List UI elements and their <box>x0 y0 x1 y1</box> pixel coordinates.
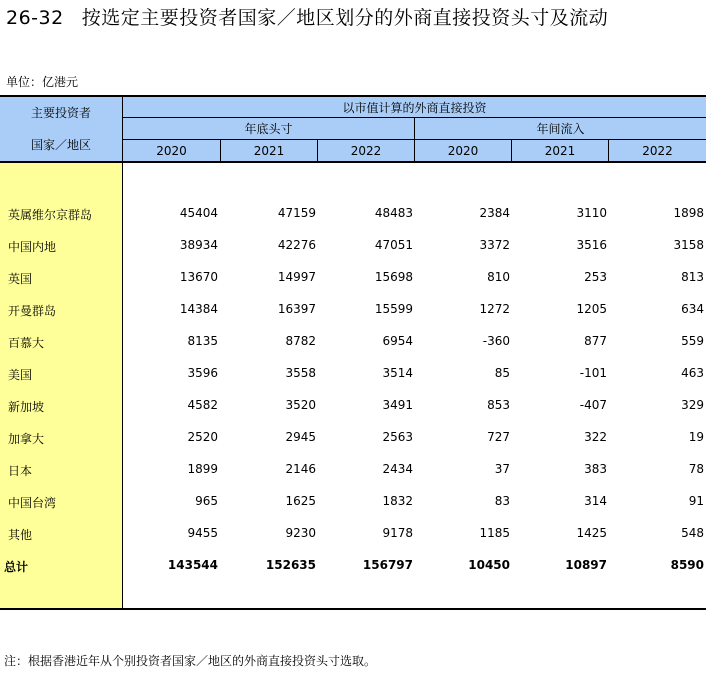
row-label: 美国 <box>8 368 33 382</box>
row-label: 其他 <box>8 528 33 542</box>
total-cell: 8590 <box>670 558 704 572</box>
sub-header-position: 年底头寸 <box>123 118 415 140</box>
cell: 383 <box>584 462 607 476</box>
cell: 253 <box>584 270 607 284</box>
cell: 2945 <box>285 430 316 444</box>
cell: 877 <box>584 334 607 348</box>
cell: 559 <box>681 334 704 348</box>
cell: 3596 <box>187 366 218 380</box>
cell: 314 <box>584 494 607 508</box>
total-cell: 143544 <box>167 558 218 572</box>
table-bottom-rule <box>0 608 706 610</box>
row-label: 英属维尔京群岛 <box>8 208 93 222</box>
cell: 2563 <box>382 430 413 444</box>
sub-header-flow: 年间流入 <box>415 118 706 140</box>
page-title <box>6 4 608 32</box>
cell: 1625 <box>285 494 316 508</box>
cell: 853 <box>487 398 510 412</box>
cell: 3491 <box>382 398 413 412</box>
row-label: 中国内地 <box>8 240 57 254</box>
cell: 38934 <box>179 238 218 252</box>
cell: 3516 <box>576 238 607 252</box>
row-header-top: 主要投资者 <box>0 97 123 127</box>
group-header: 以市值计算的外商直接投资 <box>123 97 706 118</box>
cell: 2520 <box>187 430 218 444</box>
cell: 14384 <box>179 302 218 316</box>
unit-label: 单位：亿港元 <box>6 75 79 89</box>
cell: 9230 <box>285 526 316 540</box>
cell: 1425 <box>576 526 607 540</box>
cell: -360 <box>482 334 510 348</box>
cell: 548 <box>681 526 704 540</box>
cell: 91 <box>688 494 704 508</box>
cell: 3110 <box>576 206 607 220</box>
year-header: 2021 <box>221 140 318 161</box>
cell: 810 <box>487 270 510 284</box>
cell: 1185 <box>479 526 510 540</box>
cell: 4582 <box>187 398 218 412</box>
table-row <box>0 522 706 546</box>
table-number: 26-32 <box>6 7 64 29</box>
total-row <box>0 554 706 578</box>
cell: 727 <box>487 430 510 444</box>
total-cell: 152635 <box>265 558 316 572</box>
cell: 2434 <box>382 462 413 476</box>
cell: 47159 <box>277 206 316 220</box>
table-title: 按选定主要投资者国家／地区划分的外商直接投资头寸及流动 <box>81 7 609 29</box>
cell: 634 <box>681 302 704 316</box>
cell: 3558 <box>285 366 316 380</box>
total-label: 总计 <box>4 560 29 574</box>
year-header: 2022 <box>609 140 706 161</box>
year-header: 2020 <box>415 140 512 161</box>
cell: 1272 <box>479 302 510 316</box>
data-table <box>0 95 706 610</box>
row-header-bottom: 国家／地区 <box>0 127 123 161</box>
row-label: 开曼群岛 <box>8 304 57 318</box>
cell: 16397 <box>277 302 316 316</box>
table-row <box>0 426 706 450</box>
row-label: 英国 <box>8 272 33 286</box>
row-label: 百慕大 <box>8 336 45 350</box>
table-row <box>0 266 706 290</box>
cell: 15599 <box>374 302 413 316</box>
total-cell: 156797 <box>362 558 413 572</box>
cell: 85 <box>494 366 510 380</box>
year-header: 2020 <box>123 140 221 161</box>
cell: 13670 <box>179 270 218 284</box>
cell: 2146 <box>285 462 316 476</box>
cell: 1832 <box>382 494 413 508</box>
footnote: 注：根据香港近年从个别投资者国家／地区的外商直接投资头寸选取。 <box>4 654 377 668</box>
cell: 322 <box>584 430 607 444</box>
cell: 463 <box>681 366 704 380</box>
cell: 965 <box>195 494 218 508</box>
cell: 19 <box>688 430 704 444</box>
cell: 78 <box>688 462 704 476</box>
cell: 813 <box>681 270 704 284</box>
table-row <box>0 330 706 354</box>
table-row <box>0 394 706 418</box>
cell: 1898 <box>673 206 704 220</box>
cell: 3372 <box>479 238 510 252</box>
table-row <box>0 234 706 258</box>
cell: 3514 <box>382 366 413 380</box>
row-label: 中国台湾 <box>8 496 57 510</box>
row-label: 加拿大 <box>8 432 45 446</box>
cell: 48483 <box>374 206 413 220</box>
table-row <box>0 458 706 482</box>
table-row <box>0 298 706 322</box>
total-cell: 10450 <box>468 558 510 572</box>
row-label: 日本 <box>8 464 33 478</box>
cell: -101 <box>579 366 607 380</box>
table-row <box>0 202 706 226</box>
cell: 1899 <box>187 462 218 476</box>
cell: -407 <box>579 398 607 412</box>
row-label: 新加坡 <box>8 400 45 414</box>
cell: 45404 <box>179 206 218 220</box>
cell: 3158 <box>673 238 704 252</box>
cell: 37 <box>494 462 510 476</box>
cell: 47051 <box>374 238 413 252</box>
year-header: 2021 <box>512 140 609 161</box>
cell: 6954 <box>382 334 413 348</box>
total-cell: 10897 <box>565 558 607 572</box>
cell: 14997 <box>277 270 316 284</box>
cell: 3520 <box>285 398 316 412</box>
cell: 8782 <box>285 334 316 348</box>
cell: 15698 <box>374 270 413 284</box>
cell: 42276 <box>277 238 316 252</box>
cell: 9178 <box>382 526 413 540</box>
cell: 83 <box>494 494 510 508</box>
cell: 329 <box>681 398 704 412</box>
table-row <box>0 362 706 386</box>
cell: 8135 <box>187 334 218 348</box>
cell: 9455 <box>187 526 218 540</box>
cell: 2384 <box>479 206 510 220</box>
year-header: 2022 <box>318 140 415 161</box>
cell: 1205 <box>576 302 607 316</box>
table-row <box>0 490 706 514</box>
